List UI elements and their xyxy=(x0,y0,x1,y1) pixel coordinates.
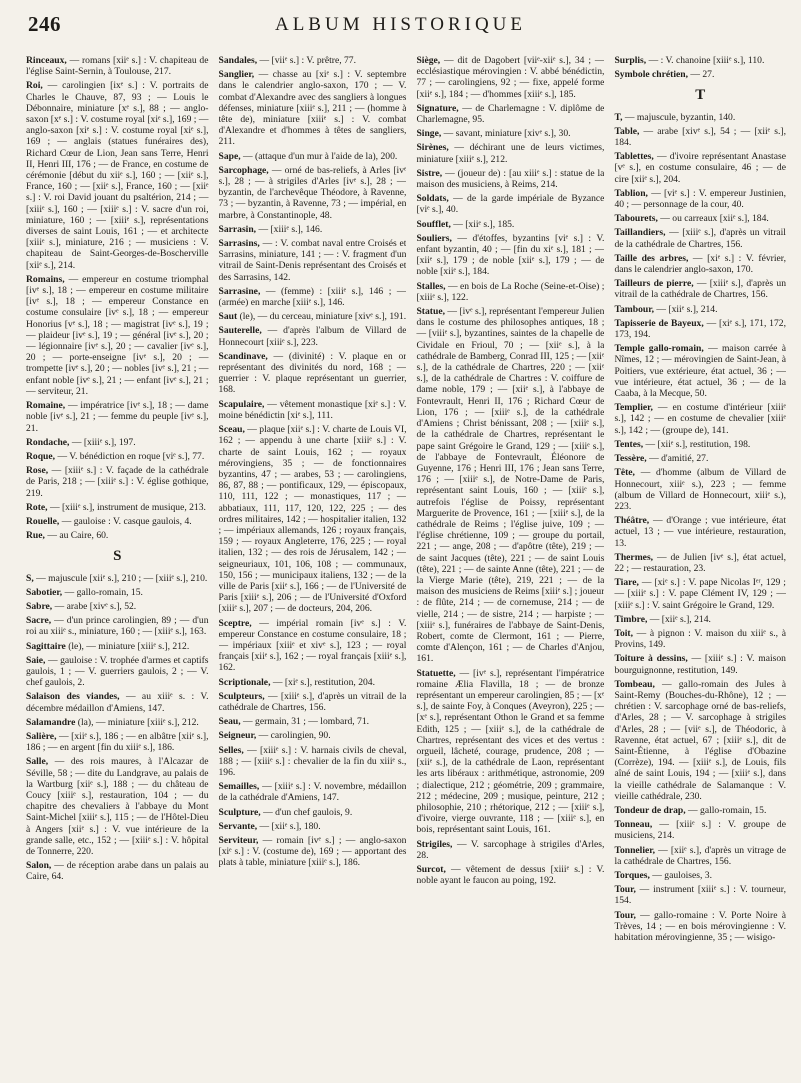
index-entry xyxy=(614,213,786,224)
index-entry xyxy=(219,151,407,162)
entry-headword: Templier, xyxy=(614,402,653,414)
entry-headword: Tour, xyxy=(614,909,636,921)
index-entry xyxy=(614,253,786,275)
index-entry xyxy=(614,69,786,80)
entry-references: — gallo-romain, 15. xyxy=(62,586,143,598)
entry-references: — chasse au [xiᵉ s.] : V. septembre dans le calendrier anglo-saxon, 170 ; — V. combat d'Alexandre avec des sangliers à longues défenses, miniature [xiiiᵉ s.], 211 ; — (homme à tête de), miniature [xiiiᵉ s.] : V. combat d'Alexandre et d'hommes à têtes de sangliers, 211. xyxy=(218,69,407,148)
index-entry xyxy=(26,756,209,857)
index-entry xyxy=(614,188,786,210)
entry-references: — [xiiiᵉ s.] : V. maison bourguignonne, restitution, 149. xyxy=(614,653,786,676)
entry-references: — ou carreaux [xiiᵉ s.], 184. xyxy=(657,213,769,225)
index-entry xyxy=(219,351,407,396)
entry-headword: Sarrasin, xyxy=(218,223,257,235)
index-entry xyxy=(26,437,209,448)
index-entry xyxy=(26,615,209,637)
index-entry xyxy=(26,717,209,728)
entry-headword: Tambour, xyxy=(614,303,654,315)
entry-headword: Sculpteurs, xyxy=(218,690,265,702)
running-title: ALBUM HISTORIQUE xyxy=(274,14,526,35)
entry-headword: Tablion, xyxy=(614,187,648,199)
entry-references: — vêtement monastique [xiᵉ s.] : V. moine bénédictin [xiᵉ s.], 111. xyxy=(218,398,407,421)
entry-references: — d'homme (album de Villard de Honnecourt, xiiiᵉ s.), 223 ; — femme (album de Villard de Honnecourt, xiiiᵉ s.), 223. xyxy=(614,467,786,512)
index-entry xyxy=(26,691,209,713)
index-column-4 xyxy=(614,55,786,1075)
index-entry xyxy=(614,227,786,249)
index-entry xyxy=(614,614,786,625)
entry-references: — gauloise : V. trophée d'armes et captifs gaulois, 1 ; — V. guerriers gaulois, 2 ; — V. chef gaulois, 2. xyxy=(26,654,209,689)
entry-references: — vêtement de dessus [xiiiᵉ s.] : V. noble ayant le faucon au poing, 192. xyxy=(416,864,605,887)
index-entry xyxy=(614,845,786,867)
entry-headword: Tonnelier, xyxy=(614,844,656,856)
index-entry xyxy=(219,835,407,869)
entry-headword: Taille des arbres, xyxy=(614,252,689,264)
entry-references: — [xiiiᵉ s.] : V. novembre, médaillon de la cathédrale d'Amiens, 147. xyxy=(218,781,407,804)
entry-headword: Romains, xyxy=(26,273,65,285)
entry-references: — arabe [xivᵉ s.], 52. xyxy=(52,600,137,612)
section-letter: S xyxy=(113,548,122,565)
index-entry xyxy=(219,424,407,614)
entry-references: — [xiᵉ s.] : V. pape Nicolas Iᵉʳ, 129 ; — [xiiiᵉ s.] : V. pape Clément IV, 129 ; — [xiiiᵉ s.] : V. saint Grégoire le Grand, 129. xyxy=(614,577,786,611)
index-entry xyxy=(219,745,407,779)
entry-headword: Toiture à dessins, xyxy=(614,653,688,665)
entry-headword: Table, xyxy=(614,125,640,137)
index-entry xyxy=(614,126,786,148)
index-entry xyxy=(614,343,786,399)
entry-headword: Tiare, xyxy=(614,577,639,589)
entry-headword: Soldats, xyxy=(416,193,449,205)
entry-references: — arabe [xivᵉ s.], 54 ; — [xiiᵉ s.], 184. xyxy=(614,125,786,149)
entry-headword: Stalles, xyxy=(416,280,446,292)
entry-references: — déchirant une de leurs victimes, miniature [xiiiᵉ s.], 212. xyxy=(416,142,605,165)
entry-references: — de Julien [ivᵉ s.], état actuel, 22 ; — restauration, 23. xyxy=(614,551,786,574)
index-entry xyxy=(416,128,604,139)
entry-references: — romans [xiiᵉ s.] : V. chapiteau de l'église Saint-Sernin, à Toulouse, 217. xyxy=(26,55,209,78)
entry-references: — d'après l'album de Villard de Honnecourt [xiiiᵉ s.], 223. xyxy=(218,325,407,348)
section-letter: T xyxy=(695,87,706,104)
index-entry xyxy=(416,168,604,190)
entry-references: — [xiᵉ s.], restitution, 204. xyxy=(270,676,375,688)
entry-headword: Salaison des viandes, xyxy=(26,691,120,703)
entry-headword: Rinceaux, xyxy=(26,55,67,66)
entry-headword: Selles, xyxy=(218,744,244,756)
entry-headword: Sceptre, xyxy=(218,617,252,629)
index-entry xyxy=(219,286,407,308)
entry-headword: Seigneur, xyxy=(218,730,257,742)
entry-headword: Théâtre, xyxy=(614,515,650,527)
entry-references: — [xiiiᵉ s.], 146. xyxy=(256,223,323,235)
entry-headword: Signature, xyxy=(416,102,459,114)
entry-headword: Roque, xyxy=(26,450,56,462)
entry-references: — gallo-romain des Jules à Saint-Remy (Bouches-du-Rhône), 12 ; — chrétien : V. sarcophage orné de bas-reliefs, d'Arles, 28 ; — V. sarcophage à strigiles d'Arles, 28 ; — [viiᵉ s.], de Théodoric, à Ravenne, état actuel, 67 ; [xiiiᵉ s.], dit de Saint-Étienne, à l'église d'Obazine (Corrèze), 194. — [xiiiᵉ s.], de Louis, fils aîné de saint Louis, 194 ; — [xiiiᵉ s.], dans la vieille cathédrale de Salamanque : V. vieille cathédrale, 230. xyxy=(614,678,786,802)
entry-headword: Souliers, xyxy=(416,232,452,244)
index-entry xyxy=(416,839,604,861)
entry-headword: Romaine, xyxy=(26,400,66,412)
index-entry xyxy=(614,151,786,185)
entry-references: — maison carrée à Nîmes, 12 ; — mérovingien de Saint-Jean, à Poitiers, vue extérieure, état actuel, 36 ; — vue intérieure, état actuel, 36 ; — de la Caaba, à la Mecque, 50. xyxy=(614,343,786,400)
entry-references: — [xiiiᵉ s.], d'après un vitrail de la cathédrale de Chartres, 156. xyxy=(614,278,786,301)
entry-headword: Salon, xyxy=(26,860,52,872)
entry-references: — [xiiᵉ s.], 180. xyxy=(257,820,321,832)
entry-references: — (divinité) : V. plaque en or représentant des divinités du nord, 168 ; — guerrier : V. plaque représentant un guerrier, 168. xyxy=(218,350,407,396)
entry-references: — au xiiiᵉ s. : V. décembre médaillon d'Amiens, 147. xyxy=(26,691,209,714)
entry-references: — [xiiiᵉ s.] : V. harnais civils de cheval, 188 ; — [xiiiᵉ s.] : chevalier de la fin du xiiiᵉ s., 196. xyxy=(218,744,407,778)
index-entry xyxy=(219,730,407,741)
index-entry xyxy=(219,691,407,713)
entry-headword: Surplis, xyxy=(614,55,647,66)
index-entry xyxy=(416,219,604,230)
entry-references: — empereur en costume triomphal [ivᵉ s.], 18 ; — empereur en costume militaire [ivᵉ s.], 18 ; — empereur Constance en costume consulaire [ivᵉ s.], 18 ; — empereur Honorius [vᵉ s.], 18 ; — magistrat [ivᵉ s.], 19 ; — plaideur [ivᵉ s.], 19 ; — général [ivᵉ s.], 20 ; — légionnaire [ivᵉ s.], 20 ; — cavalier [ivᵉ s.], 20 ; — porte-enseigne [ivᵉ s.], 20 ; — trompette [ivᵉ s.], 20 ; — nobles [ivᵉ s.], 21 ; — enfant noble [ivᵉ s.], 21 ; — enfant [ivᵉ s.], 21 ; — serviteur, 21. xyxy=(26,273,209,397)
index-entry xyxy=(416,233,604,278)
index-entry xyxy=(26,860,209,882)
index-entry xyxy=(614,628,786,650)
entry-references: — de la garde impériale de Byzance [viᵉ s.], 40. xyxy=(416,193,605,216)
entry-references: — [ivᵉ s.], représentant l'impératrice romaine Ælia Flavilla, 18 ; — de bronze représentant un empereur carolingien, 85 ; — [xᵉ s.], de sainte Foy, à Conques (Aveyron), 225 ; — [xᵉ s.], représentant Othon le Grand et sa femme Edith, 125 ; — [xiiiᵉ s.], de la cathédrale de Chartres, représentant des vices et des vertus : orgueil, lâcheté, courage, prudence, 208 ; — [xiiᵉ s.], de la cathédrale de Laon, représentant les arts libéraux : arithmétique, astronomie, 209 ; dialectique, 212 ; géométrie, 209 ; grammaire, 212 ; médecine, 209 ; musique, peinture, 212 ; philosophie, 210 ; rhétorique, 212 ; — [xiiiᵉ s.], d'ivoire, vierge ouvrante, 118 ; — [xiiiᵉ s.], en bois, représentant saint Louis, 161. xyxy=(416,667,605,836)
entry-headword: S, xyxy=(26,572,34,584)
entry-headword: Saut xyxy=(218,311,238,323)
index-entry xyxy=(26,573,209,584)
index-entry xyxy=(219,716,407,727)
entry-references: — dit de Dagobert [viiᵉ-xiiᵉ s.], 34 ; — ecclésiastique mérovingien : V. abbé bénédictin, 77 ; — carolingiens, 92 ; — fixe, appelé forme [xiiᵉ s.], 184 ; — d'hommes [xiiiᵉ s.], 185. xyxy=(416,55,605,100)
index-column-1 xyxy=(26,55,209,1075)
entry-references: — [xiiiᵉ s.], d'après un vitrail de la cathédrale de Chartres, 156. xyxy=(218,690,407,713)
index-entry xyxy=(416,193,604,215)
entry-headword: Tombeau, xyxy=(614,678,655,690)
entry-headword: Tour, xyxy=(614,884,636,896)
index-entry xyxy=(614,910,786,944)
entry-references: — à pignon : V. maison du xiiiᵉ s., à Provins, 149. xyxy=(614,627,786,651)
index-entry xyxy=(219,238,407,283)
entry-references: — au Caire, 60. xyxy=(44,530,109,542)
entry-references: — majuscule [xiiᵉ s.], 210 ; — [xiiiᵉ s.], 210. xyxy=(33,572,208,584)
index-entry xyxy=(26,465,209,499)
entry-headword: Sistre, xyxy=(416,167,443,179)
entry-references: — orné de bas-reliefs, à Arles [ivᵉ s.], 28 ; — à strigiles d'Arles [ivᵉ s.], 28 ; — byzantin, de l'archevêque Théodore, à Ravenne, 73 ; — byzantin, à Ravenne, 73 ; — impérial, en marbre, à Constantinople, 48. xyxy=(218,164,407,221)
entry-headword: Taillandiers, xyxy=(614,227,666,239)
entry-headword: Sculpture, xyxy=(218,806,261,818)
index-entry xyxy=(219,165,407,221)
entry-headword: Scriptionale, xyxy=(218,676,271,688)
index-entry xyxy=(26,400,209,434)
entry-headword: Salamandre xyxy=(26,716,76,728)
entry-headword: Temple gallo-romain, xyxy=(614,343,704,355)
entry-references: — carolingien [ixᵉ s.] : V. portraits de Charles le Chauve, 87, 93 ; — Louis le Débonnaire, miniature [xᵉ s.], 88 ; — anglo-saxon [xᵉ s.] : V. costume royal [xiᵉ s.], 169 ; — anglo-saxon [xiᵉ s.] : V. costume royal [xiᵉ s.], 169 ; — anglais (statues funéraires des), Richard Cœur de Lion, Jean sans Terre, Henri II, Henri III, 176 ; — de France, en costume de cérémonie [début du xiiᵉ s.], 160 ; — [xiiᵉ s.], France, 160 ; — [xiiᵉ s.], France, 160 ; — [xiiᵉ s.] : V. roi David jouant du psaltérion, 214 ; — [xiiiᵉ s.], 160 ; — [xiiiᵉ s.] : V. sacre d'un roi, miniature, 160 ; — [xiiiᵉ s.], représentations diverses de saint Louis, 161 ; — et architecte [xiiiᵉ s.], miniature, 216 ; — musiciens : V. chapiteau de Saint-Georges-de-Boscherville [xiiᵉ s.], 214. xyxy=(26,80,209,271)
entry-headword: Sabre, xyxy=(26,600,53,612)
entry-references: — [xiiiᵉ s.], 197. xyxy=(69,436,136,448)
index-entry xyxy=(614,318,786,340)
entry-references: — impérial romain [ivᵉ s.] : V. empereur Constance en costume consulaire, 18 ; — impériaux [xiiiᵉ et xivᵉ s.], 123 ; — royal français [xiiᵉ s.], 162 ; — royal français [xiiiᵉ s.], 162. xyxy=(218,617,407,674)
entry-references: — gauloises, 3. xyxy=(649,870,712,881)
entry-headword: Symbole chrétien, xyxy=(614,69,688,81)
index-entry xyxy=(416,142,604,164)
entry-headword: Serviteur, xyxy=(218,835,259,846)
entry-references: — V. sarcophage à strigiles d'Arles, 28. xyxy=(416,838,605,861)
entry-references: — [xiiiᵉ s.], instrument de musique, 213. xyxy=(47,501,206,513)
entry-headword: Seau, xyxy=(218,716,241,728)
index-entry xyxy=(614,870,786,881)
index-entry xyxy=(614,577,786,611)
entry-headword: Sceau, xyxy=(218,424,245,436)
entry-references: — (joueur de) : [au xiiiᵉ s.] : statue de la maison des musiciens, à Reims, 214. xyxy=(416,167,605,191)
index-entry xyxy=(614,884,786,906)
index-entry xyxy=(416,306,604,665)
entry-headword: Sauterelle, xyxy=(218,325,262,337)
entry-references: — gallo-romaine : V. Porte Noire à Trèves, 14 ; — en bois mérovingienne : V. habitation mérovingienne, 35 ; — wisigo- xyxy=(614,909,786,944)
index-entry xyxy=(614,453,786,464)
entry-references: — instrument [xiiiᵉ s.] : V. tourneur, 154. xyxy=(614,884,786,907)
index-entry xyxy=(26,587,209,598)
index-entry xyxy=(26,516,209,527)
entry-references: — [xiᵉ s.], 171, 172, 173, 194. xyxy=(614,317,786,341)
entry-headword: Tabourets, xyxy=(614,213,658,225)
entry-headword: Tapisserie de Bayeux, xyxy=(614,317,704,329)
index-entry xyxy=(219,69,407,147)
index-entry xyxy=(614,304,786,315)
entry-headword: Rondache, xyxy=(26,436,70,448)
entry-headword: Sacre, xyxy=(26,615,52,627)
entry-references: — [xiiᵉ s.], 214. xyxy=(647,613,711,625)
entry-headword: Roi, xyxy=(26,80,43,92)
entry-references: — [xiiᵉ s.], restitution, 198. xyxy=(643,438,751,450)
index-entry xyxy=(416,281,604,303)
entry-headword: Rose, xyxy=(26,465,49,477)
entry-references: — [xiiᵉ s.], 186 ; — en albâtre [xiiᵉ s.], 186 ; — en argent [fin du xiiiᵉ s.], 186. xyxy=(26,730,209,754)
entry-headword: Sagittaire xyxy=(26,640,66,652)
index-entry xyxy=(26,502,209,513)
entry-references: (le), — du cerceau, miniature [xivᵉ s.], 191. xyxy=(237,311,407,323)
page-number: 246 xyxy=(28,12,61,36)
entry-headword: Servante, xyxy=(218,820,258,832)
entry-references: — [xiiiᵉ s.] : V. façade de la cathédrale de Paris, 218 ; — [xiiiᵉ s.] : V. église gothique, 219. xyxy=(26,465,209,499)
index-entry xyxy=(219,677,407,688)
index-entry xyxy=(416,55,604,100)
index-entry xyxy=(26,451,209,462)
entry-references: — romain [ivᵉ s.] ; — anglo-saxon [xiᵉ s.] : V. (costume de), 169 ; — apportant des plats à table, miniature [xiiiᵉ s.], 186. xyxy=(218,835,407,869)
entry-headword: Strigiles, xyxy=(416,838,453,850)
entry-headword: Sirènes, xyxy=(416,142,449,154)
entry-headword: Sarcophage, xyxy=(218,164,269,176)
entry-references: — [xiiᵉ s.], d'après un vitrage de la cathédrale de Chartres, 156. xyxy=(614,844,786,867)
index-entry xyxy=(614,112,786,123)
entry-headword: Sarrasins, xyxy=(218,238,260,250)
entry-references: — plaque [xiiᵉ s.] : V. charte de Louis VI, 162 ; — appendu à une charte [xiiiᵉ s.] : V. charte de saint Louis, 162 ; — royaux mérovingiens, 35 ; — de fonctionnaires byzantins, 47 ; — arabes, 53 ; — carolingiens, 86, 87, 88 ; — pontificaux, 129, — épiscopaux, 110, 111, 122 ; — monastiques, 117 ; — abbatiaux, 111, 117, 120, 122, 225 ; — des ordres militaires, 142 ; — hospitalier italien, 132 ; — impériaux allemands, 126 ; royaux français, 159 ; — royaux Angleterre, 176, 225 ; — royal italien, 132 ; — des rois de Jérusalem, 142 ; — seigneuriaux, 101, 106, 108 ; — communaux, 150, 156 ; — municipaux italiens, 132 ; — de la ville de Paris [xiiᵉ s.], 166 ; — de l'Université de Paris [xiiiᵉ s.], 206 ; — de l'Université d'Oxford [xiiiᵉ s.], 207 ; — de docteurs, 204, 206. xyxy=(218,424,407,615)
entry-references: — gallo-romain, 15. xyxy=(685,804,767,816)
entry-references: — d'un prince carolingien, 89 ; — d'un roi au xiiiᵉ s., miniature, 160 ; — [xiiiᵉ s.], 163. xyxy=(26,615,209,638)
entry-headword: Tentes, xyxy=(614,438,644,450)
entry-headword: Sabotier, xyxy=(26,586,63,598)
entry-references: — d'amitié, 27. xyxy=(646,453,709,465)
index-entry xyxy=(26,731,209,753)
entry-headword: Siège, xyxy=(416,55,441,66)
entry-references: — : V. combat naval entre Croisés et Sarrasins, miniature, 141 ; — : V. fragment d'un vitrail de Saint-Denis représentant des Croisés et des Sarrasins, 142. xyxy=(218,238,407,283)
entry-references: — carolingien, 90. xyxy=(256,730,331,742)
index-entry xyxy=(219,224,407,235)
entry-references: — d'Orange ; vue intérieure, état actuel, 13 ; — vue intérieure, restauration, 13. xyxy=(614,515,786,549)
entry-references: — germain, 31 ; — lombard, 71. xyxy=(240,716,370,728)
entry-headword: Statuette, xyxy=(416,667,456,679)
entry-references: — majuscule, byzantin, 140. xyxy=(622,111,736,123)
entry-headword: Singe, xyxy=(416,128,442,140)
entry-references: — (femme) : [xiiiᵉ s.], 146 ; — (armée) en marche [xiiiᵉ s.], 146. xyxy=(218,285,407,309)
entry-headword: Salle, xyxy=(26,756,49,768)
index-entry xyxy=(26,641,209,652)
index-entry xyxy=(219,618,407,674)
entry-references: — [ivᵉ s.], représentant l'empereur Julien dans le costume des philosophes antiques, 18 ; — [viiiᵉ s.], byzantines, saintes de la chapelle de Cividale en Frioul, 70 ; — [xiiᵉ s.], à la cathédrale de Bamberg, Conrad III, 125 ; — [xiiᵉ s.], de la cathédrale de Chartres, 220 ; — [xiiᵉ s.], de la cathédrale de Chartres : V. coiffure de dame noble, 179 ; — [xiiᵉ s.], à l'abbaye de Fontevrault, Henri II, 176 ; Richard Cœur de Lion, 176 ; — [xiiiᵉ s.], de la cathédrale d'Amiens ; Christ bénissant, 208 ; — [xiiiᵉ s.], de la cathédrale de Chartres, représentant le pape saint Grégoire le Grand, 129 ; — [xiiiᵉ s.], de l'abbaye de Fontevrault, Éléonore de Guyenne, 176 ; Henri III, 176 ; Jean sans Terre, 176 ; — [xiiiᵉ s.], de Notre-Dame de Paris, représentant saint Louis, 160 ; — [xiiiᵉ s.], autrefois l'église de Poissy, représentant Marguerite de Provence, 161 ; — [xiiiᵉ s.], de la cathédrale de Reims ; l'église juive, 109 ; — l'église chrétienne, 109 ; — groupe du portail, 221 ; — ange, 208 ; — d'apôtre (tête), 219 ; — de saint Jacques (tête), 221 ; — de saint Louis (tête), 221 ; — de sainte Anne (tête), 221 ; — de la Vierge Marie (tête), 219, 221 ; — de la maison des musiciens de Reims [xiiiᵉ s.] ; joueur : de flûte, 214 ; — de cornemuse, 214 ; — de vielle, 214 ; — de sistre, 214 ; — harpiste ; — [xiiiᵉ s.], funéraires de l'abbaye de Saint-Denis, Robert, comte de Clermont, 161 ; — Pierre, comte d'Alençon, 161 ; — de Charles d'Anjou, 161. xyxy=(416,306,605,665)
index-column-2 xyxy=(219,55,407,1075)
index-entry xyxy=(26,80,209,270)
entry-headword: Tête, xyxy=(614,467,635,479)
entry-headword: Thermes, xyxy=(614,551,654,563)
entry-headword: T, xyxy=(614,111,623,123)
index-entry xyxy=(614,819,786,841)
entry-headword: Saie, xyxy=(26,654,46,666)
entry-headword: Statue, xyxy=(416,306,445,318)
entry-references: — d'un chef gaulois, 9. xyxy=(260,806,353,818)
index-entry xyxy=(219,55,407,66)
entry-references: — [xiiiᵉ s.], d'après un vitrail de la cathédrale de Chartres, 156. xyxy=(614,227,786,250)
index-entry xyxy=(219,807,407,818)
index-entry xyxy=(614,679,786,802)
index-entry xyxy=(219,399,407,421)
entry-headword: Rouelle, xyxy=(26,515,60,527)
index-entry xyxy=(614,552,786,574)
entry-headword: Toit, xyxy=(614,627,634,639)
entry-references: — savant, miniature [xivᵉ s.], 30. xyxy=(441,128,571,140)
entry-references: — en costume d'intérieur [xiiiᵉ s.], 142 ; — en costume de chevalier [xiiiᵉ s.], 142 ; — (groupe de), 141. xyxy=(614,402,786,436)
entry-headword: Tablettes, xyxy=(614,151,654,163)
entry-references: — impératrice [ivᵉ s.], 18 ; — dame noble [ivᵉ s.], 21 ; — femme du peuple [ivᵉ s.], 21. xyxy=(26,400,209,434)
entry-references: (la), — miniature [xiiiᵉ s.], 212. xyxy=(75,716,199,728)
index-column-3 xyxy=(416,55,604,1075)
entry-references: (le), — miniature [xiiiᵉ s.], 212. xyxy=(65,640,190,652)
entry-headword: Surcot, xyxy=(416,864,446,876)
entry-headword: Tondeur de drap, xyxy=(614,804,686,816)
index-entry xyxy=(219,325,407,347)
index-columns xyxy=(26,55,786,1075)
entry-references: — des rois maures, à l'Alcazar de Séville, 58 ; — dite du Landgrave, au palais de la Wartburg [xiiᵉ s.], 188 ; — du château de Coucy [xiiiᵉ s.], restauration, 104 ; — du chapitre des chevaliers à l'abbaye du Mont Saint-Michel [xiiiᵉ s.], 115 ; — de l'Hôtel-Dieu à Angers [xiiᵉ s.] : V. vue intérieure de la grande salle, etc., 152 ; — [xiiiᵉ s.] : V. hôpital de Tonnerre, 220. xyxy=(26,756,209,857)
entry-headword: Tonneau, xyxy=(614,819,653,831)
entry-references: — de Charlemagne : V. diplôme de Charlemagne, 95. xyxy=(416,102,605,126)
entry-headword: Sanglier, xyxy=(218,69,255,81)
entry-references: — : V. chanoine [xiiiᵉ s.], 110. xyxy=(646,55,765,66)
entry-headword: Scapulaire, xyxy=(218,398,265,410)
entry-headword: Scandinave, xyxy=(218,350,268,362)
entry-headword: Salière, xyxy=(26,730,57,742)
index-entry xyxy=(614,515,786,549)
entry-references: — [xiiiᵉ s.] : V. groupe de musiciens, 214. xyxy=(614,819,786,842)
page-header xyxy=(0,0,801,48)
entry-headword: Sape, xyxy=(218,150,241,162)
index-entry xyxy=(26,530,209,541)
entry-references: — gauloise : V. casque gaulois, 4. xyxy=(59,515,192,527)
index-entry xyxy=(614,402,786,436)
index-entry xyxy=(26,601,209,612)
index-entry xyxy=(614,439,786,450)
index-entry xyxy=(614,467,786,512)
entry-headword: Rote, xyxy=(26,501,48,513)
entry-headword: Rue, xyxy=(26,530,45,542)
index-entry xyxy=(614,653,786,675)
index-entry xyxy=(26,274,209,397)
entry-references: — (attaque d'un mur à l'aide de la), 200. xyxy=(240,150,398,162)
entry-headword: Tailleurs de pierre, xyxy=(614,278,694,290)
entry-references: — 27. xyxy=(687,69,715,81)
entry-headword: Tessère, xyxy=(614,453,647,465)
entry-references: — en bois de La Roche (Seine-et-Oise) ; [xiiiᵉ s.], 122. xyxy=(416,280,605,303)
index-entry xyxy=(26,55,209,77)
entry-references: — [xiiᵉ s.], 185. xyxy=(450,218,515,230)
index-entry xyxy=(614,55,786,66)
index-entry xyxy=(219,311,407,322)
index-entry xyxy=(614,805,786,816)
entry-references: — V. bénédiction en roque [viᵉ s.], 77. xyxy=(55,450,205,462)
entry-references: — [xiᵉ s.] : V. février, dans le calendrier anglo-saxon, 170. xyxy=(614,252,786,276)
entry-headword: Timbre, xyxy=(614,613,648,625)
index-entry xyxy=(416,103,604,125)
index-entry xyxy=(219,821,407,832)
entry-references: — [viᵉ s.] : V. empereur Justinien, 40 ; — personnage de la cour, 40. xyxy=(614,187,786,211)
entry-references: — d'étoffes, byzantins [viᵉ s.] : V. enfant byzantin, 40 ; — [fin du xiᵉ s.], 181 ; — [xiiᵉ s.], 179 ; de noble [xiiᵉ s.], 179 ; — de noble [xiiᵉ s.], 184. xyxy=(416,232,605,278)
index-entry xyxy=(614,278,786,300)
entry-references: — [xiiᵉ s.], 214. xyxy=(654,303,718,315)
entry-references: — d'ivoire représentant Anastase [vᵉ s.], en costume consulaire, 46 ; — de cire [xiiᵉ s.], 204. xyxy=(614,151,786,185)
index-entry xyxy=(26,655,209,689)
index-entry xyxy=(416,864,604,886)
entry-headword: Sandales, xyxy=(218,55,258,66)
entry-headword: Sarrasine, xyxy=(218,285,261,297)
entry-references: — de réception arabe dans un palais au Caire, 64. xyxy=(26,860,209,883)
entry-headword: Semailles, xyxy=(218,781,260,793)
entry-references: — [viiᵉ s.] : V. prêtre, 77. xyxy=(257,55,356,66)
entry-headword: Torques, xyxy=(614,870,650,881)
index-entry xyxy=(416,668,604,836)
entry-headword: Soufflet, xyxy=(416,218,451,230)
index-entry xyxy=(219,781,407,803)
